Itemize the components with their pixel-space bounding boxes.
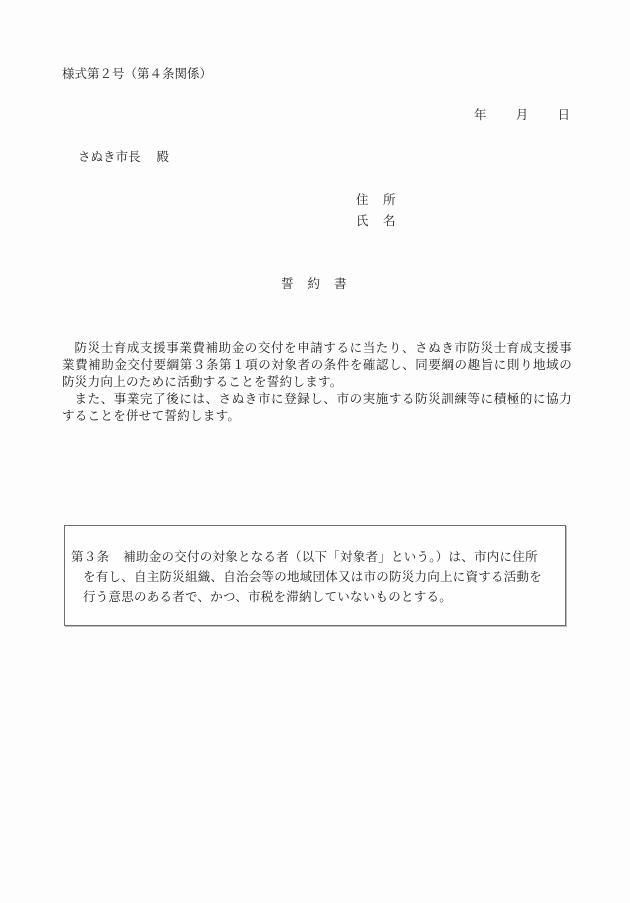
article-line-1 <box>71 547 561 567</box>
article-line-3: 行う意思のある者で、かつ、市税を滞納していないものとする。 <box>83 589 453 604</box>
article-line-2: を有し、自主防災組織、自治会等の地域団体又は市の防災力向上に資する活動を <box>83 569 543 584</box>
addressee-honorific: 殿 <box>156 149 170 164</box>
address-label-1: 住 <box>356 192 369 207</box>
form-number: 様式第２号（第４条関係） <box>62 66 213 81</box>
name-label-2: 名 <box>383 213 396 228</box>
address-field <box>356 192 396 213</box>
article-heading: 第３条 <box>71 549 110 564</box>
addressee-name: さぬき市長 <box>78 149 141 164</box>
day-label: 日 <box>557 107 570 122</box>
title-char-2: 約 <box>307 276 321 291</box>
pledge-paragraph-2: また、事業完了後には、さぬき市に登録し、市の実施する防災訓練等に積極的に協力することを併せて誓約します。 <box>62 391 572 423</box>
name-label-1: 氏 <box>356 213 369 228</box>
month-label: 月 <box>515 107 529 122</box>
applicant-block <box>356 192 396 234</box>
article-line-1-text: 補助金の交付の対象となる者（以下「対象者」という。）は、市内に住所 <box>123 549 538 564</box>
article-3-text <box>71 547 561 607</box>
reference-article-box <box>64 525 566 626</box>
title-char-1: 誓 <box>281 276 294 291</box>
address-label-2: 所 <box>383 192 396 207</box>
pledge-paragraph-1: 防災士育成支援事業費補助金の交付を申請するに当たり、さぬき市防災士育成支援事業費補助金交付要綱第３条第１項の対象者の条件を確認し、同要綱の趣旨に則り地域の防災力向上のために活動することを誓約します。 <box>62 340 572 389</box>
title-char-3: 書 <box>334 276 347 291</box>
year-label: 年 <box>474 107 487 122</box>
name-field <box>356 213 396 234</box>
addressee <box>78 149 169 165</box>
pledge-body <box>62 339 572 424</box>
date-line <box>474 107 570 123</box>
document-title <box>281 276 361 292</box>
